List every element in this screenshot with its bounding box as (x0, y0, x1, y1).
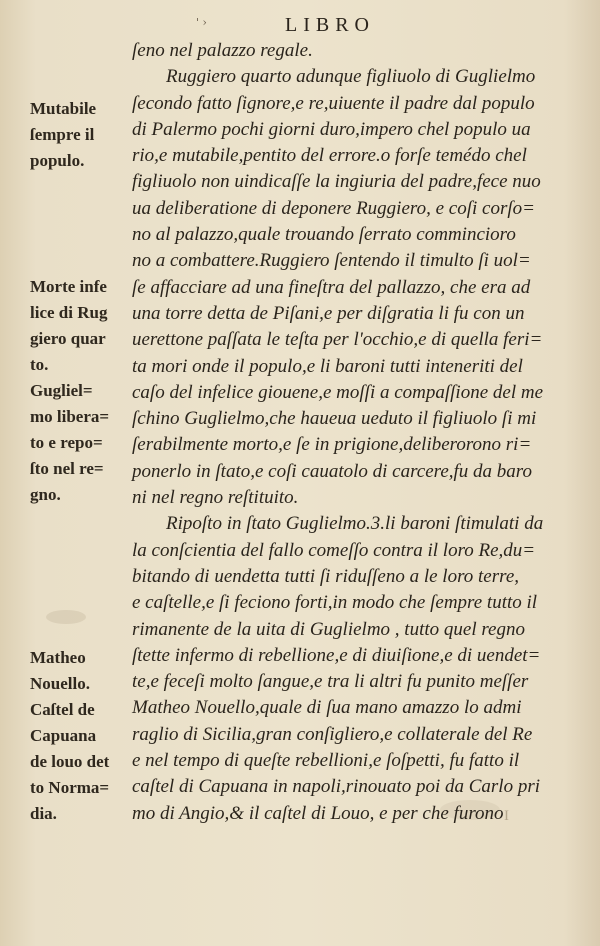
margin-line: lice di Rug (30, 303, 108, 322)
text-line: Matheo Nouello,quale di ſua mano amazzo lo admi (132, 697, 522, 719)
header-mark: ' › (196, 16, 207, 29)
margin-line: Morte infe (30, 277, 107, 296)
margin-note-mutabile (30, 96, 130, 174)
text-line: ſchino Guglielmo,che haueua ueduto il figliuolo ſi mi (132, 408, 537, 430)
margin-line: Matheo (30, 648, 86, 667)
margin-line: ſempre il (30, 125, 95, 144)
text-line: di Palermo pochi giorni duro,impero chel populo ua (132, 118, 531, 140)
margin-line: Nouello. (30, 674, 90, 693)
signature-mark: I (504, 808, 510, 824)
margin-line: to Norma= (30, 778, 110, 797)
text-line: la conſcientia del fallo comeſſo contra il loro Re,du= (132, 539, 536, 561)
margin-line: mo libera= (30, 407, 110, 426)
margin-note-morte (30, 274, 130, 508)
margin-line: Capuana (30, 726, 97, 745)
margin-line: de louo det (30, 752, 110, 771)
margin-line: Mutabile (30, 99, 97, 118)
text-line: raglio di Sicilia,gran conſigliero,e collaterale del Re (132, 723, 533, 745)
margin-line: populo. (30, 151, 85, 170)
margin-line: giero quar (30, 329, 106, 348)
text-line: ſeno nel palazzo regale. (132, 40, 313, 61)
text-line: rio,e mutabile,pentito del errore.o forſe temédo chel (132, 145, 527, 167)
text-line: mo di Angio,& il caſtel di Louo, e per che furono (132, 802, 504, 824)
text-line: no a combattere.Ruggiero ſentendo il timulto ſi uol= (132, 250, 531, 272)
text-line: Ripoſto in ſtato Guglielmo.3.li baroni ſtimulati da (166, 513, 544, 535)
text-line: e nel tempo di queſte rebellioni,e ſoſpetti, fu fatto il (132, 750, 520, 772)
margin-line: to. (30, 355, 49, 374)
text-line: ni nel regno reſtituito. (132, 487, 299, 509)
paper-stain (46, 610, 86, 624)
margin-line: Caſtel de (30, 700, 95, 719)
text-line: no al palazzo,quale trouando ſerrato commincioro (132, 224, 516, 246)
text-line: ſtette infermo di rebellione,e di diuiſione,e di uendet= (132, 644, 541, 666)
text-line: ſecondo fatto ſignore,e re,uiuente il padre dal populo (132, 92, 535, 114)
text-line: ſerabilmente morto,e ſe in prigione,deliberorono ri= (132, 434, 532, 456)
text-line: Ruggiero quarto adunque figliuolo di Guglielmo (166, 66, 536, 88)
text-line: uerettone paſſata le teſta per l'occhio,e di quella feri= (132, 329, 543, 351)
text-line: caſtel di Capuana in napoli,rinouato poi da Carlo pri (132, 776, 540, 798)
text-line: ua deliberatione di deponere Ruggiero, e coſi corſo= (132, 197, 535, 219)
text-line: rimanente de la uita di Guglielmo , tutto quel regno (132, 618, 525, 640)
margin-line: to e repo= (30, 433, 103, 452)
main-text-block (132, 38, 568, 827)
running-header: LIBRO (285, 14, 375, 36)
text-line: bitando di uendetta tutti ſi riduſſeno a le loro terre, (132, 565, 520, 587)
text-line: una torre detta de Piſani,e per diſgratia li fu con un (132, 302, 525, 324)
text-line: e caſtelle,e ſi feciono forti,in modo che ſempre tutto il (132, 592, 538, 614)
margin-line: dia. (30, 804, 57, 823)
text-line: figliuolo non uindicaſſe la ingiuria del padre,fece nuo (132, 171, 541, 193)
margin-line: ſto nel re= (30, 459, 104, 478)
margin-line: Gugliel= (30, 381, 93, 400)
text-line: ta mori onde il populo,e li baroni tutti inteneriti del (132, 355, 523, 377)
text-line: ponerlo in ſtato,e coſi cauatolo di carcere,fu da baro (132, 460, 532, 482)
margin-note-matheo (30, 645, 130, 827)
text-line: te,e feceſi molto ſangue,e tra li altri fu punito meſſer (132, 671, 529, 693)
text-line: caſo del infelice giouene,e moſſi a compaſſione del me (132, 381, 544, 403)
margin-line: gno. (30, 485, 61, 504)
text-line: ſe affacciare ad una fineſtra del pallazzo, che era ad (132, 276, 531, 298)
